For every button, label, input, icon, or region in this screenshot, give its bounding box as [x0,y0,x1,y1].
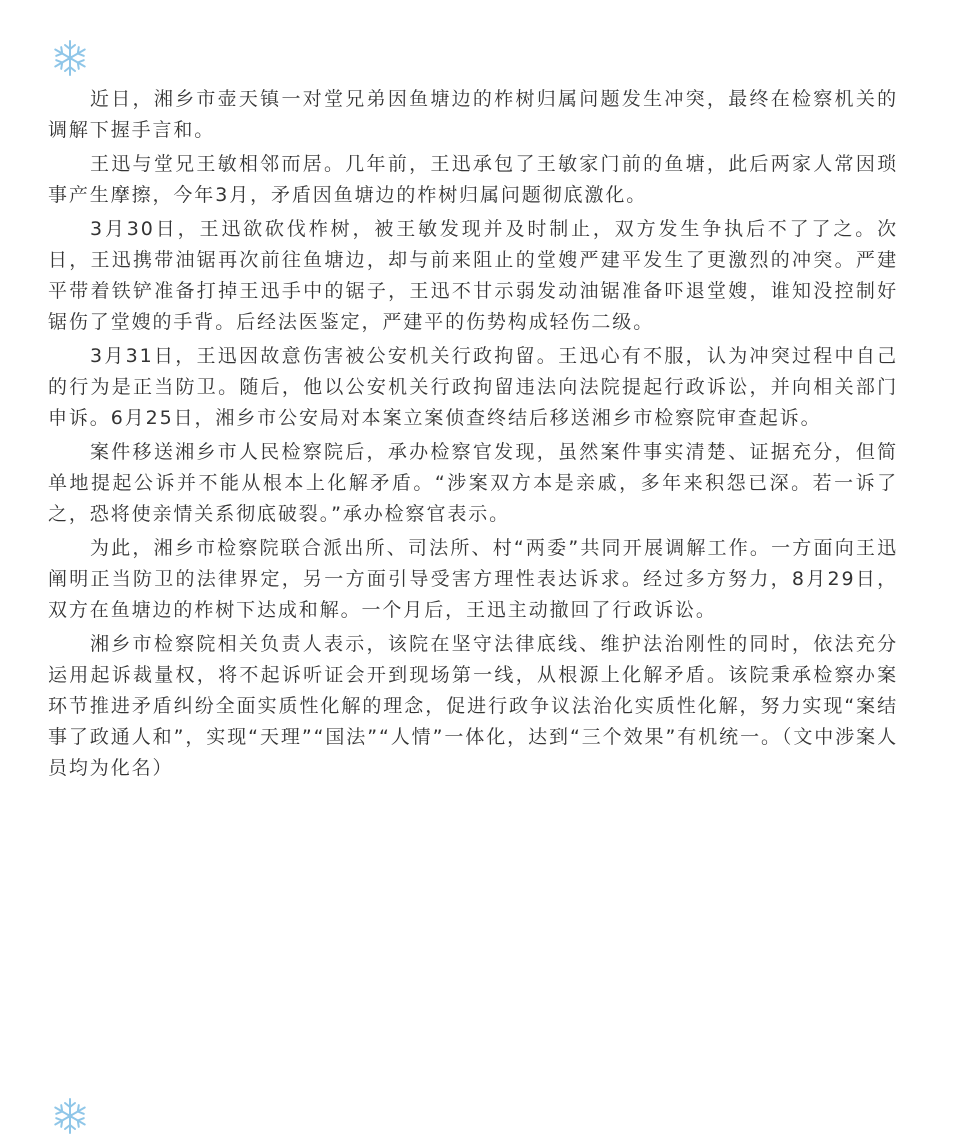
snowflake-icon [50,1096,90,1136]
paragraph-1: 近日，湘乡市壶天镇一对堂兄弟因鱼塘边的柞树归属问题发生冲突，最终在检察机关的调解下握手言和。 [48,88,898,141]
snowflake-icon [50,38,90,78]
article-body [48,84,898,787]
paragraph-2: 王迅与堂兄王敏相邻而居。几年前，王迅承包了王敏家门前的鱼塘，此后两家人常因琐事产生摩擦，今年3月，矛盾因鱼塘边的柞树归属问题彻底激化。 [48,153,898,206]
paragraph-3: 3月30日，王迅欲砍伐柞树，被王敏发现并及时制止，双方发生争执后不了了之。次日，王迅携带油锯再次前往鱼塘边，却与前来阻止的堂嫂严建平发生了更激烈的冲突。严建平带着铁铲准备打掉王迅手中的锯子，王迅不甘示弱发动油锯准备吓退堂嫂，谁知没控制好锯伤了堂嫂的手背。后经法医鉴定，严建平的伤势构成轻伤二级。 [48,218,898,333]
paragraph-4: 3月31日，王迅因故意伤害被公安机关行政拘留。王迅心有不服，认为冲突过程中自己的行为是正当防卫。随后，他以公安机关行政拘留违法向法院提起行政诉讼，并向相关部门申诉。6月25日，湘乡市公安局对本案立案侦查终结后移送湘乡市检察院审查起诉。 [48,345,898,429]
paragraph-7: 湘乡市检察院相关负责人表示，该院在坚守法律底线、维护法治刚性的同时，依法充分运用起诉裁量权，将不起诉听证会开到现场第一线，从根源上化解矛盾。该院秉承检察办案环节推进矛盾纠纷全面实质性化解的理念，促进行政争议法治化实质性化解，努力实现“案结事了政通人和”，实现“天理”“国法”“人情”一体化，达到“三个效果”有机统一。（文中涉案人员均为化名） [48,633,898,779]
paragraph-5: 案件移送湘乡市人民检察院后，承办检察官发现，虽然案件事实清楚、证据充分，但简单地提起公诉并不能从根本上化解矛盾。“涉案双方本是亲戚，多年来积怨已深。若一诉了之，恐将使亲情关系彻底破裂。”承办检察官表示。 [48,441,898,525]
paragraph-6: 为此，湘乡市检察院联合派出所、司法所、村“两委”共同开展调解工作。一方面向王迅阐明正当防卫的法律界定，另一方面引导受害方理性表达诉求。经过多方努力，8月29日，双方在鱼塘边的柞树下达成和解。一个月后，王迅主动撤回了行政诉讼。 [48,537,898,621]
